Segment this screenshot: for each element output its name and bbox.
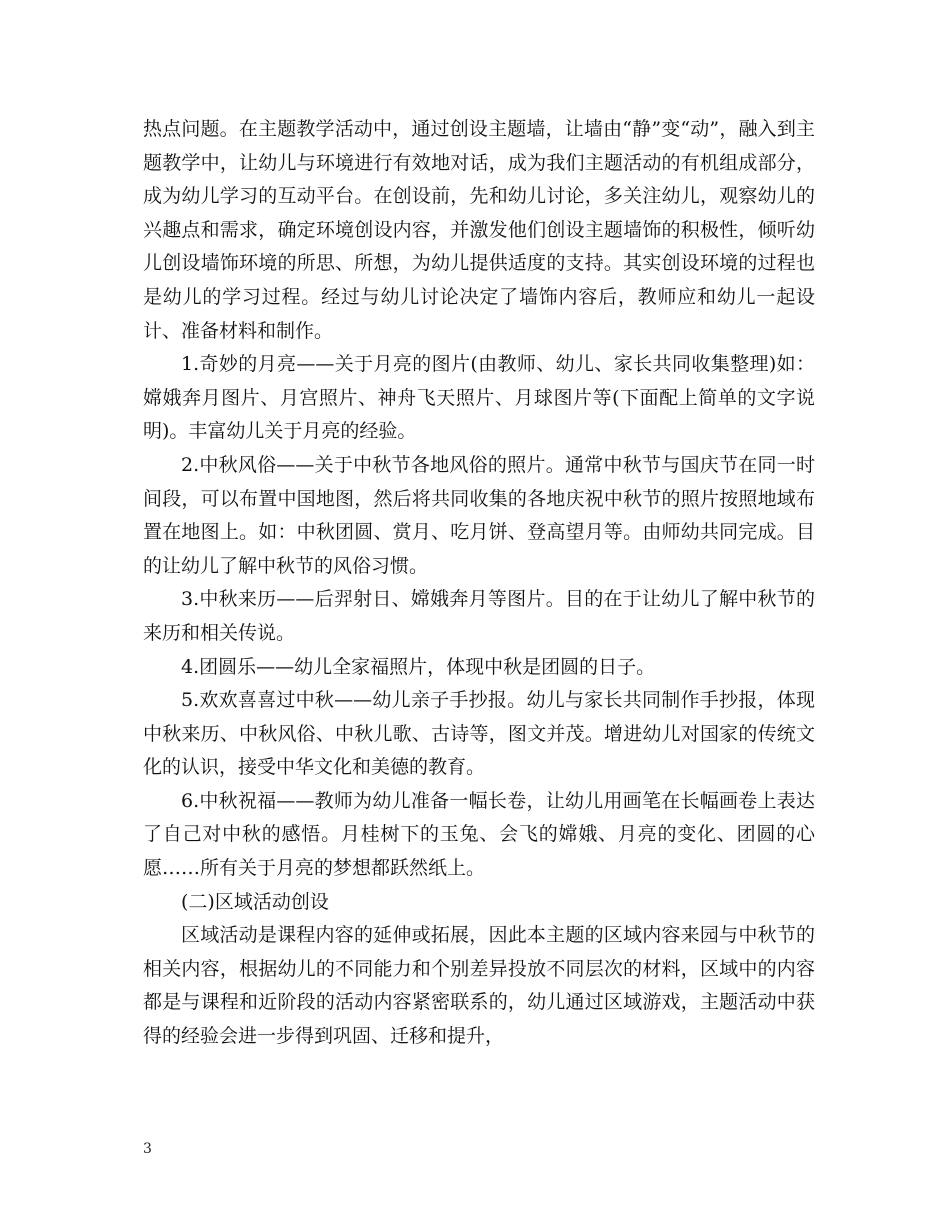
list-item-mid-autumn-customs: 2.中秋风俗——关于中秋节各地风俗的照片。通常中秋节与国庆节在同一时间段，可以布置中国地图，然后将共同收集的各地庆祝中秋节的照片按照地域布置在地图上。如：中秋团圆、赏月、吃月饼、登高望月等。由师幼共同完成。目的让幼儿了解中秋节的风俗习惯。 [143,453,815,577]
list-item-mid-autumn-blessing: 6.中秋祝福——教师为幼儿准备一幅长卷，让幼儿用画笔在长幅画卷上表达了自己对中秋的感悟。月桂树下的玉兔、会飞的嫦娥、月亮的变化、团圆的心愿……所有关于月亮的梦想都跃然纸上。 [143,789,815,880]
section-heading-area-activity: (二)区域活动创设 [181,890,329,913]
list-item-mid-autumn-origin: 3.中秋来历——后羿射日、嫦娥奔月等图片。目的在于让幼儿了解中秋节的来历和相关传说。 [143,588,815,644]
document-body [143,113,815,1054]
page-number: 3 [143,1141,152,1157]
list-item-wonderful-moon: 1.奇妙的月亮——关于月亮的图片(由教师、幼儿、家长共同收集整理)如：嫦娥奔月图片、月宫照片、神舟飞天照片、月球图片等(下面配上简单的文字说明)。丰富幼儿关于月亮的经验。 [143,353,815,443]
body-paragraph-1: 热点问题。在主题教学活动中，通过创设主题墙，让墙由“静”变“动”，融入到主题教学中，让幼儿与环境进行有效地对话，成为我们主题活动的有机组成部分，成为幼儿学习的互动平台。在创设前，先和幼儿讨论，多关注幼儿，观察幼儿的兴趣点和需求，确定环境创设内容，并激发他们创设主题墙饰的积极性，倾听幼儿创设墙饰环境的所思、所想，为幼儿提供适度的支持。其实创设环境的过程也是幼儿的学习过程。经过与幼儿讨论决定了墙饰内容后，教师应和幼儿一起设计、准备材料和制作。 [143,118,815,342]
list-item-reunion-joy: 4.团圆乐——幼儿全家福照片，体现中秋是团圆的日子。 [181,655,656,678]
body-paragraph-area-activity: 区域活动是课程内容的延伸或拓展，因此本主题的区域内容来园与中秋节的相关内容，根据幼儿的不同能力和个别差异投放不同层次的材料，区域中的内容都是与课程和近阶段的活动内容紧密联系的，幼儿通过区域游戏，主题活动中获得的经验会进一步得到巩固、迁移和提升， [143,924,815,1048]
list-item-happy-mid-autumn: 5.欢欢喜喜过中秋——幼儿亲子手抄报。幼儿与家长共同制作手抄报，体现中秋来历、中秋风俗、中秋儿歌、古诗等，图文并茂。增进幼儿对国家的传统文化的认识，接受中华文化和美德的教育。 [143,689,815,779]
